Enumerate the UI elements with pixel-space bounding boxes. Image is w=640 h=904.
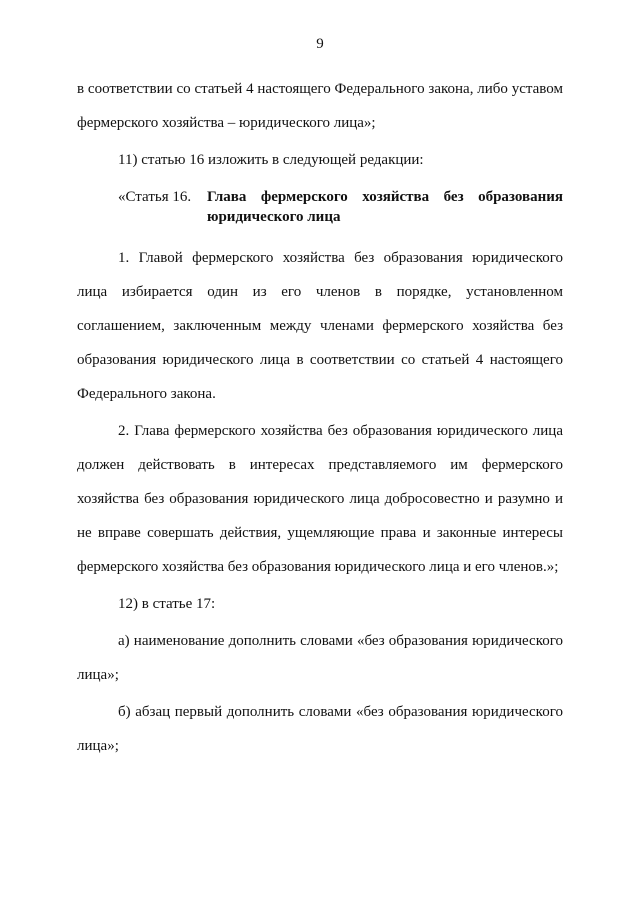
paragraph-item-12: 12) в статье 17: <box>118 596 216 612</box>
article-heading-title: Глава фермерского хозяйства без образования юридического лица <box>207 189 563 225</box>
paragraph-clause-2: 2. Глава фермерского хозяйства без образования юридического лица должен действовать в интересах представляемого им фермерского хозяйства без образования юридического лица добросовестно и разумно и не вправе совершать действия, ущемляющие права и законные интересы фермерского хозяйства без образования юридического лица и его членов.»; <box>77 423 563 575</box>
article-heading <box>77 187 563 227</box>
paragraph-clause-1: 1. Главой фермерского хозяйства без образования юридического лица избирается один из его членов в порядке, установленном соглашением, заключенным между членами фермерского хозяйства без образования юридического лица в соответствии со статьей 4 настоящего Федерального закона. <box>77 250 563 402</box>
article-heading-label: «Статья 16. <box>118 189 192 205</box>
document-body <box>77 72 563 763</box>
paragraph-subitem-a: а) наименование дополнить словами «без образования юридического лица»; <box>77 633 563 683</box>
page-number: 9 <box>316 36 324 52</box>
paragraph-subitem-b: б) абзац первый дополнить словами «без образования юридического лица»; <box>77 704 563 754</box>
paragraph-continuation: в соответствии со статьей 4 настоящего Федерального закона, либо уставом фермерского хозяйства – юридического лица»; <box>77 81 563 131</box>
paragraph-item-11: 11) статью 16 изложить в следующей редакции: <box>118 152 424 168</box>
